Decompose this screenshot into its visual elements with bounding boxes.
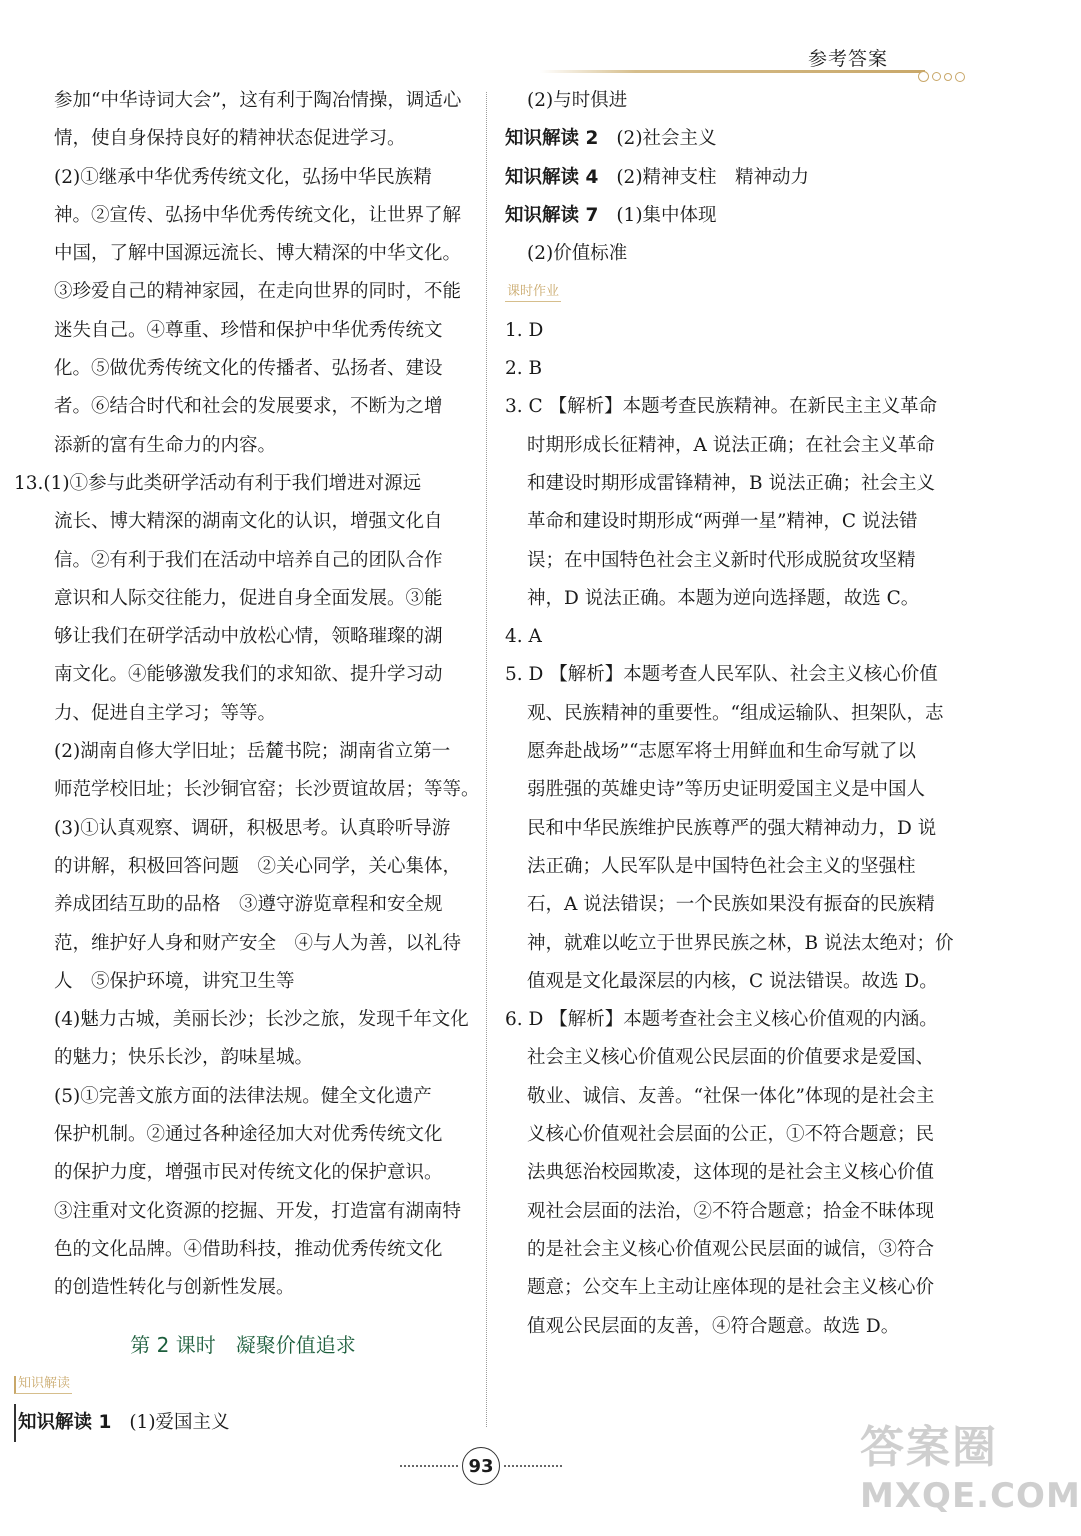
knowledge-line: [505, 120, 953, 158]
watermark-line1: 答案圈: [860, 1422, 998, 1473]
answer-line: 1. D: [505, 319, 544, 341]
answer-line: 题意；公交车上主动让座体现的是社会主义核心价: [527, 1277, 935, 1299]
text-line: (2)湖南自修大学旧址；岳麓书院；湖南省立第一: [54, 741, 451, 763]
text-line: 参加“中华诗词大会”，这有利于陶冶情操，调适心: [54, 90, 462, 111]
text-line: 添新的富有生命力的内容。: [54, 434, 277, 456]
section-tag-row: [505, 273, 953, 311]
text-line: 神。②宣传、弘扬中华优秀传统文化，让世界了解: [54, 204, 462, 226]
answer-line: 值观是文化最深层的内核，C 说法错误。故选 D。: [527, 970, 938, 992]
text-line: 者。⑥结合时代和社会的发展要求，不断为之增: [54, 396, 443, 418]
text-line: 保护机制。②通过各种途径加大对优秀传统文化: [54, 1124, 443, 1146]
knowledge-line: [505, 159, 953, 197]
knowledge-text: (1)爱国主义: [129, 1411, 230, 1433]
answer-line: 民和中华民族维护民族尊严的强大精神动力，D 说: [527, 817, 937, 839]
left-column: [14, 82, 480, 1442]
text-line: 流长、博大精深的湖南文化的认识，增强文化自: [54, 511, 443, 533]
knowledge-line: [505, 197, 953, 235]
answer-line: 值观公民层面的友善，④符合题意。故选 D。: [527, 1315, 900, 1337]
text-line: 情，使自身保持良好的精神状态促进学习。: [54, 128, 406, 150]
answer-line: 法典惩治校园欺凌，这体现的是社会主义核心价值: [527, 1162, 935, 1184]
answer-line: 愿奔赴战场”“志愿军将士用鲜血和生命写就了以: [527, 741, 916, 763]
watermark-line2: MXQE.COM: [860, 1476, 1081, 1516]
page-number: 93: [462, 1447, 500, 1485]
text-line: 信。②有利于我们在活动中培养自己的团队合作: [54, 549, 443, 571]
knowledge-label: 知识解读 2: [505, 128, 599, 150]
text-line: 色的文化品牌。④借助科技，推动优秀传统文化: [54, 1238, 443, 1260]
answer-line: 社会主义核心价值观公民层面的价值要求是爱国、: [527, 1047, 935, 1069]
text-line: 迷失自己。④尊重、珍惜和保护中华优秀传统文: [54, 319, 443, 341]
footer-dots-left: [400, 1465, 458, 1467]
text-line: (2)价值标准: [527, 243, 628, 265]
text-line: 的保护力度，增强市民对传统文化的保护意识。: [54, 1162, 443, 1184]
answer-line: 敬业、诚信、友善。“社保一体化”体现的是社会主: [527, 1085, 935, 1107]
section-tag: 知识解读: [14, 1376, 72, 1394]
text-line: 力、促进自主学习；等等。: [54, 702, 277, 724]
text-line: (3)①认真观察、调研，积极思考。认真聆听导游: [54, 817, 451, 839]
text-line: (5)①完善文旅方面的法律法规。健全文化遗产: [54, 1085, 432, 1107]
knowledge-text: (2)社会主义: [616, 128, 717, 150]
answer-line: 时期形成长征精神，A 说法正确；在社会主义革命: [527, 434, 935, 456]
knowledge-text: (2)精神支柱 精神动力: [616, 166, 810, 188]
answer-line: 神，D 说法正确。本题为逆向选择题，故选 C。: [527, 587, 920, 609]
text-line: 南文化。④能够激发我们的求知欲、提升学习动: [54, 664, 443, 686]
answer-line: 5. D 【解析】本题考查人民军队、社会主义核心价值: [505, 664, 938, 686]
text-line: 的创造性转化与创新性发展。: [54, 1277, 295, 1299]
text-line: 的讲解，积极回答问题 ②关心同学，关心集体，: [54, 855, 462, 877]
answer-line: 神，就难以屹立于世界民族之林，B 说法太绝对；价: [527, 932, 954, 954]
answer-line: 义核心价值观社会层面的公正，①不符合题意；民: [527, 1124, 935, 1146]
knowledge-label: 知识解读 1: [18, 1411, 112, 1433]
knowledge-text: (1)集中体现: [616, 204, 717, 226]
column-divider: [486, 92, 487, 1427]
page-footer: [396, 1446, 566, 1486]
answer-line: 观、民族精神的重要性。“组成运输队、担架队，志: [527, 702, 944, 724]
answer-line: 观社会层面的法治，②不符合题意；拾金不昧体现: [527, 1200, 935, 1222]
section-tag-row: [14, 1366, 472, 1404]
text-line: (2)①继承中华优秀传统文化，弘扬中华民族精: [54, 166, 432, 188]
text-line: 的魅力；快乐长沙，韵味星城。: [54, 1047, 314, 1069]
text-line: 化。⑤做优秀传统文化的传播者、弘扬者、建设: [54, 358, 443, 380]
text-line: (4)魅力古城，美丽长沙；长沙之旅，发现千年文化: [54, 1009, 469, 1031]
text-line: 够让我们在研学活动中放松心情，领略璀璨的湖: [54, 626, 443, 648]
answer-line: 石，A 说法错误；一个民族如果没有振奋的民族精: [527, 894, 935, 916]
answer-line: 3. C 【解析】本题考查民族精神。在新民主主义革命: [505, 396, 938, 418]
text-line: 人 ⑤保护环境，讲究卫生等: [54, 970, 295, 992]
text-line: 师范学校旧址；长沙铜官窑；长沙贾谊故居；等等。: [54, 779, 480, 801]
answer-line: 6. D 【解析】本题考查社会主义核心价值观的内涵。: [505, 1009, 938, 1031]
text-line: ③注重对文化资源的挖掘、开发，打造富有湖南特: [54, 1200, 462, 1222]
header-title: 参考答案: [808, 48, 889, 70]
answer-line: 的是社会主义核心价值观公民层面的诚信，③符合: [527, 1238, 935, 1260]
text-line: 13.(1)①参与此类研学活动有利于我们增进对源远: [14, 472, 422, 494]
right-column: [505, 82, 953, 1346]
text-line: 养成团结互助的品格 ③遵守游览章程和安全规: [54, 894, 443, 916]
text-line: 范，维护好人身和财产安全 ④与人为善，以礼待: [54, 932, 462, 954]
section-tag: 课时作业: [505, 284, 561, 302]
answer-line: 弱胜强的英雄史诗”等历史证明爱国主义是中国人: [527, 779, 925, 801]
answer-line: 2. B: [505, 358, 543, 380]
text-line: 中国，了解中国源远流长、博大精深的中华文化。: [54, 243, 462, 265]
answer-line: 误；在中国特色社会主义新时代形成脱贫攻坚精: [527, 549, 916, 571]
text-line: ③珍爱自己的精神家园，在走向世界的同时，不能: [54, 281, 462, 303]
answer-line: 和建设时期形成雷锋精神，B 说法正确；社会主义: [527, 472, 935, 494]
answer-line: 4. A: [505, 626, 542, 648]
text-line: 意识和人际交往能力，促进自身全面发展。③能: [54, 587, 443, 609]
answer-line: 革命和建设时期形成“两弹一星”精神，C 说法错: [527, 511, 918, 533]
answer-line: 法正确；人民军队是中国特色社会主义的坚强柱: [527, 855, 916, 877]
knowledge-line: [14, 1404, 472, 1442]
knowledge-label: 知识解读 4: [505, 166, 599, 188]
lesson-title: 第 2 课时 凝聚价值追求: [130, 1332, 356, 1357]
text-line: (2)与时俱进: [527, 90, 628, 111]
watermark: [860, 1420, 1081, 1525]
footer-dots-right: [504, 1465, 562, 1467]
knowledge-label: 知识解读 7: [505, 204, 599, 226]
